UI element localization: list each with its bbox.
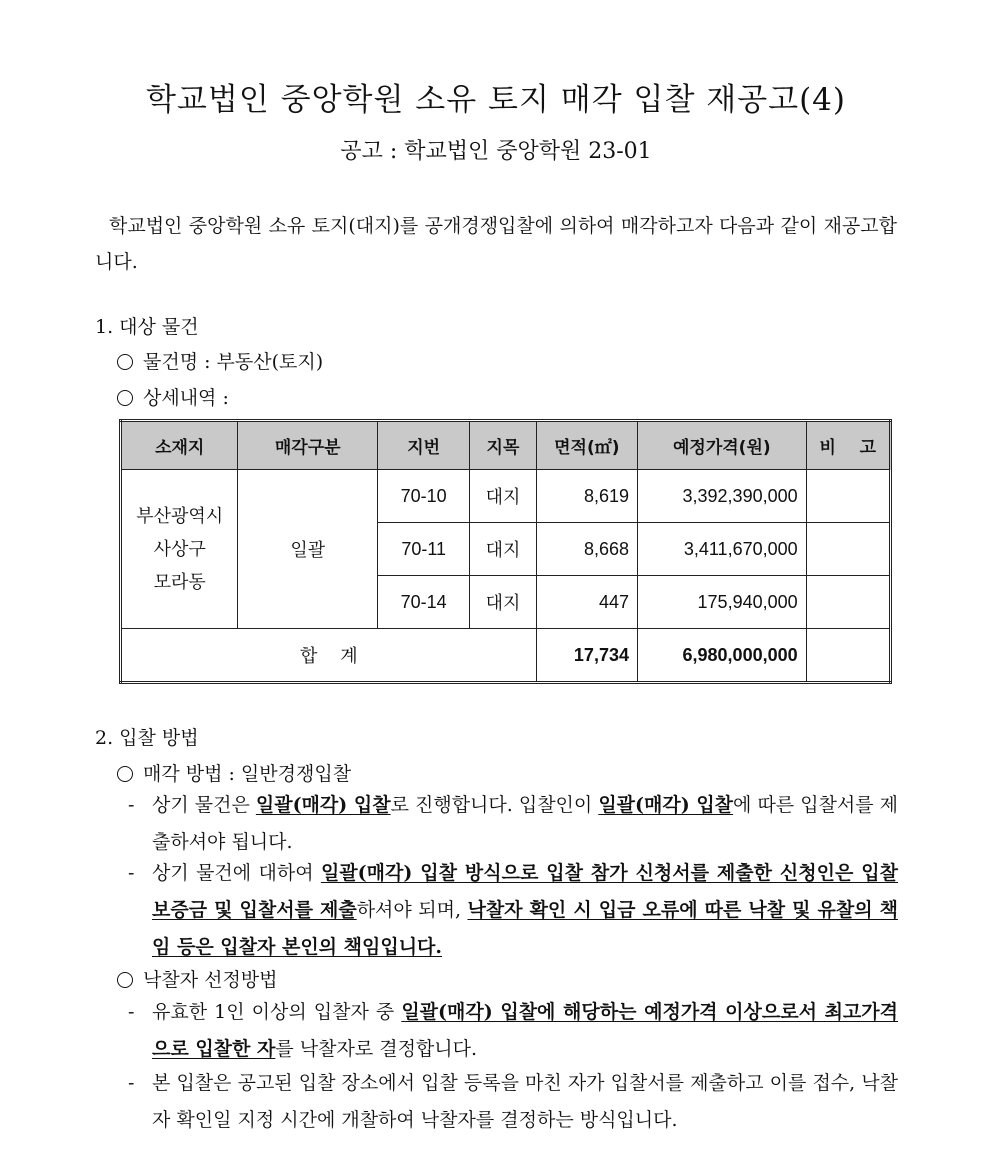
location-cell <box>121 470 238 629</box>
p1-emphasis-d: 일괄(매각) 입찰 <box>598 794 734 816</box>
section-1-heading: 1. 대상 물건 <box>95 316 199 338</box>
total-price: 6,980,000,000 <box>637 629 806 683</box>
area-cell: 8,619 <box>536 470 637 523</box>
method-label-text: 매각 방법 : 일반경쟁입찰 <box>143 763 352 785</box>
p1-text-a: 상기 물건은 <box>152 794 256 816</box>
table-row <box>121 470 891 523</box>
sale-type-cell: 일괄 <box>238 470 378 629</box>
lot-cell: 70-11 <box>377 523 469 576</box>
winner-para-1: - 유효한 1인 이상의 입찰자 중 일괄(매각) 입찰에 해당하는 예정가격 이상으로서 최고가격으로 입찰한 자를 낙찰자로 결정합니다. <box>128 1001 898 1060</box>
circle-bullet-icon <box>117 354 133 370</box>
document-title: 학교법인 중앙학원 소유 토지 매각 입찰 재공고(4) <box>145 82 846 118</box>
area-cell: 447 <box>536 576 637 629</box>
header-price: 예정가격(원) <box>637 421 806 470</box>
location-district: 사상구 <box>153 538 206 560</box>
header-area: 면적(㎡) <box>536 421 637 470</box>
p2-text-a: 상기 물건에 대하여 <box>152 862 321 884</box>
area-cell: 8,668 <box>536 523 637 576</box>
notice-number: 공고 : 학교법인 중앙학원 23-01 <box>340 139 652 164</box>
detail-bullet <box>117 383 229 410</box>
p4-text: 본 입찰은 공고된 입찰 장소에서 입찰 등록을 마친 자가 입찰서를 제출하고 이를 접수, 낙찰자 확인일 지정 시간에 개찰하여 낙찰자를 결정하는 방식입니다. <box>152 1072 898 1131</box>
price-cell: 3,411,670,000 <box>637 523 806 576</box>
location-city: 부산광역시 <box>136 505 224 527</box>
method-bullet <box>117 759 351 786</box>
circle-bullet-icon <box>117 766 133 782</box>
location-dong: 모라동 <box>153 571 206 593</box>
winner-label-text: 낙찰자 선정방법 <box>143 969 278 991</box>
total-area: 17,734 <box>536 629 637 683</box>
header-location: 소재지 <box>121 421 238 470</box>
winner-bullet <box>117 965 278 992</box>
total-note <box>806 629 890 683</box>
property-table <box>119 419 892 684</box>
total-row <box>121 629 891 683</box>
p1-text-c: 로 진행합니다. 입찰인이 <box>390 794 599 816</box>
circle-bullet-icon <box>117 390 133 406</box>
detail-label-text: 상세내역 : <box>143 387 229 409</box>
item-name-text: 물건명 : 부동산(토지) <box>143 351 324 373</box>
price-cell: 3,392,390,000 <box>637 470 806 523</box>
p2-emphasis-d: 낙찰자 확인 시 입금 오류에 따른 낙찰 및 유찰의 책임 등은 입찰자 본인의 책임입니다. <box>152 899 898 958</box>
p2-emphasis-b: 일괄(매각) 입찰 방식으로 입찰 참가 신청서를 제출한 신청인은 입찰보증금 및 입찰서를 제출 <box>152 862 898 921</box>
p1-emphasis-b: 일괄(매각) 입찰 <box>255 794 391 816</box>
note-cell <box>806 470 890 523</box>
table-header-row <box>121 421 891 470</box>
note-cell <box>806 523 890 576</box>
section-2-heading: 2. 입찰 방법 <box>95 727 199 749</box>
category-cell: 대지 <box>470 523 536 576</box>
method-para-2: - 상기 물건에 대하여 일괄(매각) 입찰 방식으로 입찰 참가 신청서를 제출한 신청인은 입찰보증금 및 입찰서를 제출하셔야 되며, 낙찰자 확인 시 입금 오류에 따른 낙찰 및 유찰의 책임 등은 입찰자 본인의 책임입니다. <box>128 862 898 958</box>
header-lot: 지번 <box>377 421 469 470</box>
method-para-1: - 상기 물건은 일괄(매각) 입찰로 진행합니다. 입찰인이 일괄(매각) 입찰에 따른 입찰서를 제출하셔야 됩니다. <box>128 794 899 853</box>
header-sale-type: 매각구분 <box>238 421 378 470</box>
lot-cell: 70-10 <box>377 470 469 523</box>
category-cell: 대지 <box>470 576 536 629</box>
p1-text-e: 에 따른 입찰서를 제출하셔야 됩니다. <box>152 794 899 853</box>
winner-para-2: - 본 입찰은 공고된 입찰 장소에서 입찰 등록을 마친 자가 입찰서를 제출하고 이를 접수, 낙찰자 확인일 지정 시간에 개찰하여 낙찰자를 결정하는 방식입니다. <box>128 1072 898 1131</box>
note-cell <box>806 576 890 629</box>
header-note: 비 고 <box>806 421 890 470</box>
total-label: 합 계 <box>121 629 537 683</box>
lot-cell: 70-14 <box>377 576 469 629</box>
circle-bullet-icon <box>117 972 133 988</box>
category-cell: 대지 <box>470 470 536 523</box>
intro-paragraph: 학교법인 중앙학원 소유 토지(대지)를 공개경쟁입찰에 의하여 매각하고자 다음과 같이 재공고합니다. <box>95 215 897 273</box>
p3-emphasis-b: 일괄(매각) 입찰에 해당하는 예정가격 이상으로서 최고가격으로 입찰한 자 <box>152 1001 898 1060</box>
p3-text-a: 유효한 1인 이상의 입찰자 중 <box>152 1001 402 1023</box>
item-name-bullet <box>117 347 323 374</box>
header-category: 지목 <box>470 421 536 470</box>
p2-text-c: 하셔야 되며, <box>356 899 468 921</box>
p3-text-c: 를 낙찰자로 결정합니다. <box>275 1038 478 1060</box>
price-cell: 175,940,000 <box>637 576 806 629</box>
